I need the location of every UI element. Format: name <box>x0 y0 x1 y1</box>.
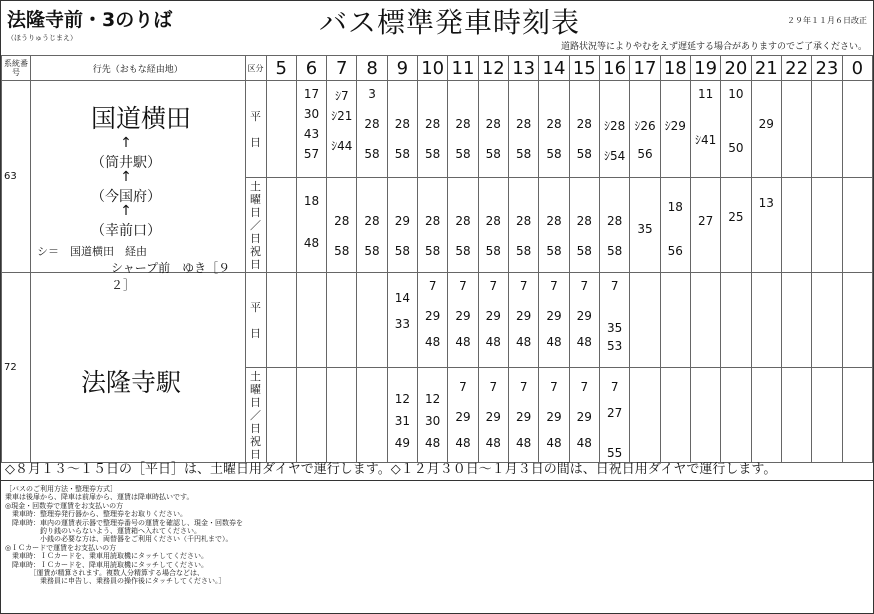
hour-cell <box>630 368 660 463</box>
hour-cell <box>781 81 811 178</box>
departure-minute: 28 <box>485 117 501 131</box>
departure-minute: 3 <box>368 87 376 101</box>
revision-date: ２９年１１月６日改正 <box>787 16 867 25</box>
hour-cell <box>296 368 326 463</box>
departure-minute: ｼ41 <box>694 133 717 147</box>
hour-cell <box>660 273 690 368</box>
departure-minute: 7 <box>489 279 498 293</box>
departure-minute: 48 <box>425 436 441 450</box>
departure-minute: 7 <box>550 380 558 394</box>
hour-cell <box>387 368 417 463</box>
departure-minute: 58 <box>606 244 623 258</box>
departure-minute: 12 <box>394 392 410 406</box>
hour-cell <box>751 368 781 463</box>
stop-reading: （ほうりゅうじまえ） <box>7 34 77 42</box>
departure-minute: 58 <box>576 244 592 258</box>
departure-minute: ｼ28 <box>603 119 626 133</box>
info-line: 釣り銭のいらないよう、運賃箱へ入れてください。 <box>5 527 201 536</box>
departure-minute: 28 <box>455 117 471 131</box>
hour-cell <box>690 368 720 463</box>
departure-minute: 48 <box>425 335 441 349</box>
departure-minute: 48 <box>546 335 562 349</box>
departure-minute: 49 <box>394 436 410 450</box>
hour-cell <box>599 368 629 463</box>
hour-header: 13 <box>508 56 538 81</box>
hour-cell <box>387 178 417 273</box>
via-stop: （今国府） <box>90 189 161 205</box>
hour-cell <box>599 81 629 178</box>
info-line: 乗車は後扉から、降車は前扉から、運賃は降車時払いです。 <box>5 493 194 502</box>
departure-minute: 48 <box>576 436 592 450</box>
departure-minute: 48 <box>485 335 501 349</box>
hour-cell <box>812 368 842 463</box>
hour-cell <box>478 368 508 463</box>
destination-name: 法隆寺駅 <box>80 368 181 397</box>
info-line: ◎現金・回数券で運賃をお支払いの方 <box>5 501 124 510</box>
via-stop: ↑ <box>120 135 132 151</box>
via-stop: ↑ <box>120 203 132 219</box>
hour-cell <box>266 81 296 178</box>
hour-cell <box>357 178 387 273</box>
departure-minute: 13 <box>758 196 774 210</box>
hour-header: 23 <box>812 56 842 81</box>
destination-header: 行先（おもな経由地） <box>30 56 245 81</box>
info-line: 乗務員に申告し、乗務員の操作後にタッチしてください。］ <box>5 577 226 586</box>
route-note: シ＝ 国道横田 経由 <box>36 245 147 258</box>
departure-minute: 53 <box>606 339 623 353</box>
departure-minute: 58 <box>364 147 380 161</box>
destination-name: 国道横田 <box>90 104 191 133</box>
hour-cell <box>327 81 357 178</box>
hour-cell <box>721 368 751 463</box>
hour-header: 6 <box>296 56 326 81</box>
departure-minute: 28 <box>516 214 532 228</box>
departure-minute: 7 <box>550 279 558 293</box>
hour-header: 8 <box>357 56 387 81</box>
departure-minute: 48 <box>516 436 532 450</box>
hour-header: 7 <box>327 56 357 81</box>
destination-cell <box>30 273 245 463</box>
departure-minute: 58 <box>516 244 532 258</box>
hour-cell <box>630 81 660 178</box>
departure-minute: 29 <box>516 410 532 424</box>
departure-minute: 56 <box>667 244 683 258</box>
departure-minute: 58 <box>334 244 350 258</box>
departure-minute: 7 <box>459 380 467 394</box>
hour-cell <box>569 81 599 178</box>
hour-cell <box>660 178 690 273</box>
hour-cell <box>296 81 326 178</box>
hour-cell <box>327 178 357 273</box>
hour-cell <box>418 273 448 368</box>
hour-cell <box>842 81 872 178</box>
hour-header: 10 <box>418 56 448 81</box>
day-type-label: 土 曜 日 ／ 日 祝 日 <box>245 368 266 463</box>
departure-minute: 7 <box>610 380 619 394</box>
departure-minute: 58 <box>576 147 592 161</box>
hour-header: 15 <box>569 56 599 81</box>
departure-minute: 7 <box>610 279 619 293</box>
hour-cell <box>630 273 660 368</box>
departure-minute: 56 <box>637 147 653 161</box>
hour-cell <box>721 178 751 273</box>
hour-cell <box>751 81 781 178</box>
departure-minute: 48 <box>455 436 471 450</box>
hour-cell <box>842 273 872 368</box>
info-line: ［運賃が精算されます。複数人分精算する場合などは、 <box>5 569 204 578</box>
departure-minute: 58 <box>425 244 441 258</box>
departure-minute: 28 <box>576 117 592 131</box>
hour-header: 22 <box>781 56 811 81</box>
hour-cell <box>569 368 599 463</box>
info-line: ［バスのご利用方法・整理券方式］ <box>5 485 117 493</box>
departure-minute: 29 <box>758 117 774 131</box>
departure-minute: 58 <box>394 244 410 258</box>
delay-notice: 道路状況等によりやむをえず遅延する場合がありますのでご了承ください。 <box>560 42 867 52</box>
departure-minute: 29 <box>546 410 562 424</box>
departure-minute: 48 <box>576 335 592 349</box>
departure-minute: 7 <box>519 380 528 394</box>
hour-cell <box>478 81 508 178</box>
hour-cell <box>539 81 569 178</box>
page-title: バス標準発車時刻表 <box>319 6 581 39</box>
hour-cell <box>781 178 811 273</box>
hour-cell <box>690 81 720 178</box>
hour-cell <box>751 178 781 273</box>
hour-cell <box>660 368 690 463</box>
info-line: ◎ＩＣカードで運賃をお支払いの方 <box>5 543 117 552</box>
departure-minute: 58 <box>485 147 501 161</box>
hour-header: 12 <box>478 56 508 81</box>
hour-cell <box>418 81 448 178</box>
hour-cell <box>418 178 448 273</box>
route-row <box>2 81 873 178</box>
via-stop: （筒井駅） <box>90 155 161 171</box>
departure-minute: 58 <box>455 147 471 161</box>
departure-minute: 48 <box>455 335 471 349</box>
header-row <box>2 56 873 81</box>
departure-minute: 28 <box>546 117 562 131</box>
hour-cell <box>448 273 478 368</box>
departure-minute: 7 <box>580 380 589 394</box>
system-number: 72 <box>2 273 31 463</box>
hour-header: 0 <box>842 56 872 81</box>
departure-minute: 48 <box>546 436 562 450</box>
hour-cell <box>508 178 538 273</box>
hour-header: 14 <box>539 56 569 81</box>
hour-cell <box>781 273 811 368</box>
departure-minute: 58 <box>364 244 380 258</box>
system-number-header: 系統番号 <box>2 56 31 81</box>
departure-minute: 29 <box>576 410 592 424</box>
hour-header: 21 <box>751 56 781 81</box>
hour-cell <box>630 178 660 273</box>
hour-cell <box>296 178 326 273</box>
hour-cell <box>387 273 417 368</box>
departure-minute: 12 <box>425 392 441 406</box>
departure-minute: 28 <box>576 214 592 228</box>
departure-minute: 58 <box>546 244 562 258</box>
departure-minute: 7 <box>459 279 467 293</box>
departure-minute: 29 <box>455 309 471 323</box>
hour-cell <box>296 273 326 368</box>
departure-minute: 33 <box>394 317 410 331</box>
info-line: 小銭の必要な方は、両替器をご利用ください（千円札まで）。 <box>5 535 233 544</box>
timetable <box>1 55 873 463</box>
hour-cell <box>266 273 296 368</box>
hour-cell <box>448 178 478 273</box>
info-line: 乗車時：整理券発行器から、整理券をお取りください。 <box>5 510 187 519</box>
departure-minute: 28 <box>364 117 380 131</box>
hour-header: 16 <box>599 56 629 81</box>
hour-cell <box>690 273 720 368</box>
hour-header: 5 <box>266 56 296 81</box>
departure-minute: 29 <box>425 309 441 323</box>
hour-cell <box>508 273 538 368</box>
departure-minute: 27 <box>606 406 623 420</box>
departure-minute: 25 <box>728 210 744 224</box>
info-line: 降車時：車内の運賃表示器で整理券番号の運賃を確認し、現金・回数券を <box>5 518 243 527</box>
info-line: 降車時：ＩＣカードを、降車用読取機にタッチしてください。 <box>5 560 208 569</box>
day-type-label: 平 日 <box>245 273 266 368</box>
hour-cell <box>357 81 387 178</box>
departure-minute: 43 <box>303 127 320 141</box>
departure-minute: 18 <box>667 200 683 214</box>
departure-minute: 58 <box>455 244 471 258</box>
departure-minute: ｼ21 <box>331 109 353 123</box>
hour-cell <box>781 368 811 463</box>
hour-cell <box>327 273 357 368</box>
usage-instructions <box>5 485 243 586</box>
departure-minute: 29 <box>394 214 410 228</box>
hour-cell <box>660 81 690 178</box>
departure-minute: 28 <box>425 214 441 228</box>
departure-minute: 7 <box>580 279 589 293</box>
departure-minute: 35 <box>606 321 623 335</box>
hour-cell <box>721 273 751 368</box>
departure-minute: 58 <box>394 147 410 161</box>
hour-cell <box>508 368 538 463</box>
departure-minute: 50 <box>728 141 744 155</box>
destination-cell <box>30 81 245 292</box>
departure-minute: 58 <box>516 147 532 161</box>
departure-minute: 29 <box>576 309 592 323</box>
hour-cell <box>418 368 448 463</box>
departure-minute: 28 <box>364 214 380 228</box>
hour-cell <box>508 81 538 178</box>
hour-header: 17 <box>630 56 660 81</box>
hour-cell <box>448 81 478 178</box>
departure-minute: 28 <box>334 214 350 228</box>
departure-minute: 58 <box>485 244 501 258</box>
stop-name: 法隆寺前・3のりば <box>7 9 173 31</box>
departure-minute: ｼ54 <box>603 149 626 163</box>
header <box>1 1 873 56</box>
hour-cell <box>721 81 751 178</box>
departure-minute: 28 <box>455 214 471 228</box>
departure-minute: 58 <box>546 147 562 161</box>
departure-minute: 28 <box>394 117 410 131</box>
system-number: 63 <box>2 81 31 273</box>
hour-cell <box>569 178 599 273</box>
hour-header: 19 <box>690 56 720 81</box>
departure-minute: 29 <box>485 410 501 424</box>
departure-minute: 28 <box>546 214 562 228</box>
departure-minute: 28 <box>516 117 532 131</box>
departure-minute: ｼ26 <box>634 119 656 133</box>
departure-minute: 48 <box>516 335 532 349</box>
departure-minute: ｼ44 <box>331 139 353 153</box>
via-stop: （幸前口） <box>90 223 161 239</box>
departure-minute: 17 <box>303 87 320 101</box>
departure-minute: 14 <box>394 291 410 305</box>
hour-cell <box>357 368 387 463</box>
hour-cell <box>812 81 842 178</box>
route-row <box>2 273 873 368</box>
departure-minute: 29 <box>455 410 471 424</box>
hour-header: 9 <box>387 56 417 81</box>
hour-cell <box>751 273 781 368</box>
day-type-label: 平 日 <box>245 81 266 178</box>
hour-cell <box>812 273 842 368</box>
info-line: 乗車時：ＩＣカードを、乗車用読取機にタッチしてください。 <box>5 552 208 561</box>
departure-minute: 7 <box>428 279 437 293</box>
hour-cell <box>842 368 872 463</box>
hour-cell <box>812 178 842 273</box>
hour-cell <box>478 178 508 273</box>
departure-minute: ｼ29 <box>664 119 686 133</box>
departure-minute: 7 <box>519 279 528 293</box>
hour-header: 18 <box>660 56 690 81</box>
departure-minute: 11 <box>697 87 714 101</box>
departure-minute: 29 <box>516 309 532 323</box>
departure-minute: 28 <box>485 214 501 228</box>
departure-minute: 30 <box>303 107 320 121</box>
departure-minute: 29 <box>485 309 501 323</box>
hour-cell <box>327 368 357 463</box>
hour-cell <box>266 368 296 463</box>
hour-cell <box>448 368 478 463</box>
departure-minute: 18 <box>303 194 320 208</box>
hour-cell <box>569 273 599 368</box>
day-type-label: 土 曜 日 ／ 日 祝 日 <box>245 178 266 273</box>
departure-minute: 7 <box>489 380 498 394</box>
departure-minute: ｼ7 <box>334 89 349 103</box>
departure-minute: 58 <box>425 147 441 161</box>
departure-minute: 31 <box>394 414 410 428</box>
hour-header: 20 <box>721 56 751 81</box>
hour-cell <box>539 178 569 273</box>
hour-cell <box>387 81 417 178</box>
departure-minute: 27 <box>697 214 714 228</box>
hour-cell <box>690 178 720 273</box>
hour-cell <box>266 178 296 273</box>
hour-cell <box>599 273 629 368</box>
departure-minute: 30 <box>425 414 441 428</box>
hour-cell <box>478 273 508 368</box>
departure-minute: 28 <box>425 117 441 131</box>
departure-minute: 57 <box>303 147 320 161</box>
departure-minute: 10 <box>728 87 744 101</box>
hour-cell <box>842 178 872 273</box>
route-note: シャープ前 ゆき［９２］ <box>110 261 231 292</box>
service-notice: ◇８月１３～１５日の［平日］は、土曜日用ダイヤで運行します。◇１２月３０日～１月３日の間は、日祝日用ダイヤで運行します。 <box>1 459 873 481</box>
departure-minute: 29 <box>546 309 562 323</box>
departure-minute: 35 <box>637 222 653 236</box>
departure-minute: 48 <box>485 436 501 450</box>
hour-cell <box>539 273 569 368</box>
departure-minute: 55 <box>606 446 623 460</box>
hour-cell <box>539 368 569 463</box>
departure-minute: 48 <box>303 236 320 250</box>
hour-header: 11 <box>448 56 478 81</box>
departure-minute: 28 <box>606 214 623 228</box>
division-header: 区分 <box>245 56 266 81</box>
hour-cell <box>357 273 387 368</box>
via-stop: ↑ <box>120 169 132 185</box>
hour-cell <box>599 178 629 273</box>
